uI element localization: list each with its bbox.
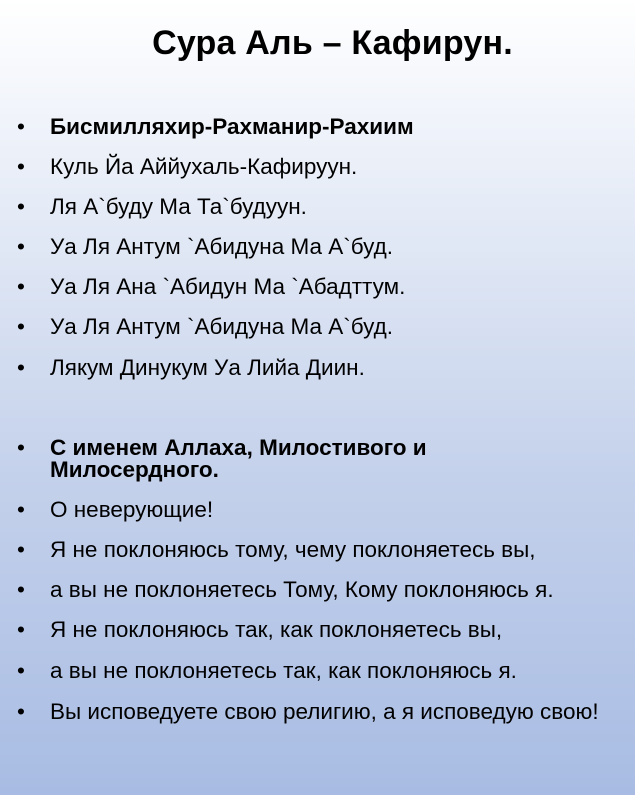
bullet: •: [17, 577, 25, 602]
list-item-text: С именем Аллаха, Милостивого и Милосердного.: [50, 435, 427, 482]
page-title: Сура Аль – Кафирун.: [152, 24, 513, 62]
list-item-text: Уа Ля Антум `Абидуна Ма А`буд.: [50, 234, 394, 259]
bullet: •: [17, 234, 25, 259]
bullet: •: [17, 435, 25, 460]
bullet: •: [17, 617, 25, 642]
list-item-text: Бисмилляхир-Рахманир-Рахиим: [50, 114, 414, 139]
bullet: •: [17, 154, 25, 179]
list-item-text: Уа Ля Антум `Абидуна Ма А`буд.: [50, 314, 394, 339]
bullet: •: [17, 355, 25, 380]
list-item-text: Уа Ля Ана `Абидун Ма `Абадттум.: [50, 274, 406, 299]
list-item-text: а вы не поклоняетесь Тому, Кому поклоняюсь я.: [50, 577, 554, 602]
bullet: •: [17, 658, 25, 683]
list-item-text: Куль Йа Аййухаль-Кафируун.: [50, 154, 358, 179]
list-item-text: Ля А`буду Ма Та`будуун.: [50, 194, 307, 219]
bullet: •: [17, 274, 25, 299]
bullet: •: [17, 537, 25, 562]
list-item-text: Лякум Динукум Уа Лийа Диин.: [50, 355, 365, 380]
list-item-text: Я не поклоняюсь тому, чему поклоняетесь вы,: [50, 537, 536, 562]
list-item-text: а вы не поклоняетесь так, как поклоняюсь я.: [50, 658, 517, 683]
list-item-text: Я не поклоняюсь так, как поклоняетесь вы,: [50, 617, 503, 642]
bullet: •: [17, 194, 25, 219]
list-item-text: О неверующие!: [50, 497, 214, 522]
bullet: •: [17, 497, 25, 522]
list-item-text: Вы исповедуете свою религию, а я исповедую свою!: [50, 699, 599, 724]
bullet: •: [17, 699, 25, 724]
bullet: •: [17, 114, 25, 139]
bullet: •: [17, 314, 25, 339]
